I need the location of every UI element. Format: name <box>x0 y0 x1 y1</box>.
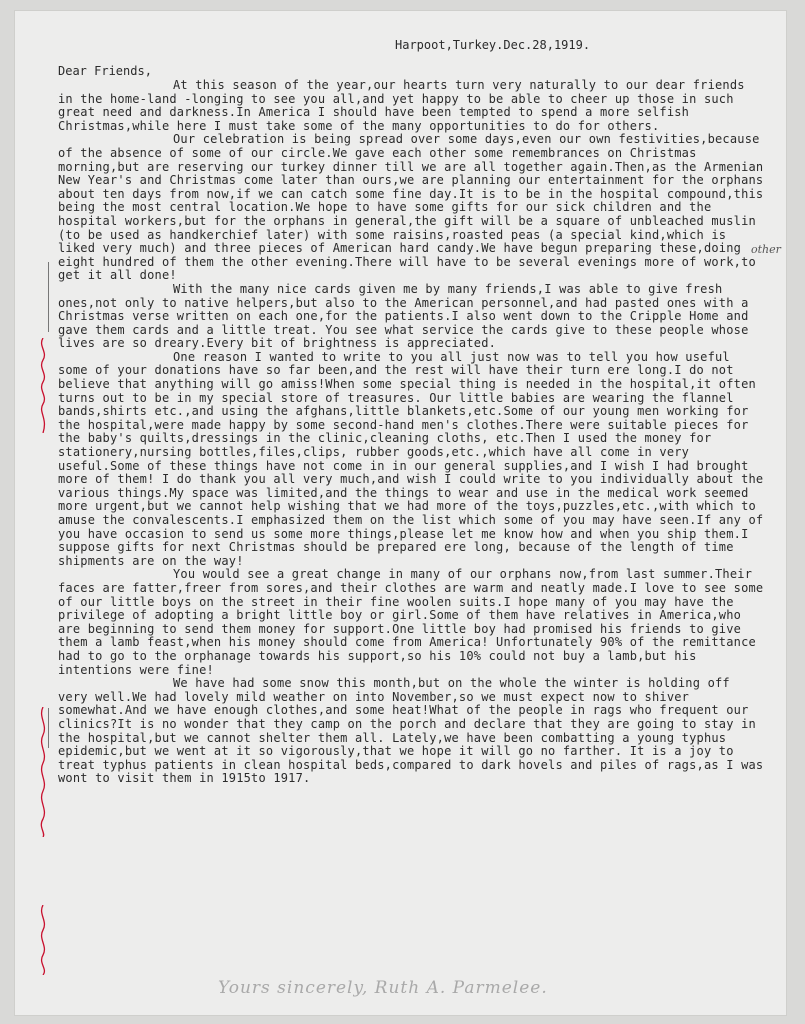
paragraph-6: We have had some snow this month,but on the whole the winter is holding off very well.We had lovely mild weather on into November,so we must expect now to shiver somewhat.And we have enough clothes,and some heat!What of the people in rags who frequent our clinics?It is no wonder that they camp on the porch and declare that they are going to stay in the hospital,but we cannot shelter them all. Lately,we have been combatting a young typhus epidemic,but we went at it so vigorously,that we hope it will go no farther. It is a joy to treat typhus patients in clean hospital beds,compared to dark hovels and piles of rags,as I was wont to visit them in 1915to 1917. <box>58 676 764 786</box>
letter-body <box>58 79 766 786</box>
handwritten-signoff: Yours sincerely, Ruth A. Parmelee. <box>218 978 548 998</box>
pencil-bracket-1 <box>48 262 59 332</box>
paragraph-2: Our celebration is being spread over some days,even our own festivities,because of the absence of some of our circle.We gave each other some remembrances on Christmas morning,but are reserving our turkey dinner till we are all together again.Then,as the Armenian New Year's and Christmas come later than ours,we are planning our entertainment for the orphans about ten days from now,if we can catch some fine day.It is to be in the hospital compound,this being the most central location.We hope to have some gifts for our sick children and the hospital workers,but for the orphans in general,the gift will be a square of unbleached muslin (to be used as handkerchief later) with some raisins,roasted peas (a special kind,which is liked very much) and three pieces of American hard candy.We have begun preparing these,doing eight hundred of them the other evening.There will have to be several evenings more of work,to get it all done! <box>58 132 764 283</box>
letter-salutation: Dear Friends, <box>58 64 152 78</box>
handwritten-margin-note: other <box>751 243 781 256</box>
red-margin-mark-3 <box>36 905 50 975</box>
pencil-bracket-2 <box>48 708 59 748</box>
paragraph-4: One reason I wanted to write to you all just now was to tell you how useful some of your donations have so far been,and the rest will have their turn ere long.I do not believe that anything will go amiss!When some special thing is needed in the hospital,it often turns out to be in my special store of treasures. Our little babies are wearing the flannel bands,shirts etc.,and using the afghans,little blankets,etc.Some of our young men working for the hospital,were made happy by some second-hand men's clothes.There were suitable pieces for the baby's quilts,dressings in the clinic,cleaning cloths, etc.Then I used the money for stationery,nursing bottles,files,clips, rubber goods,etc.,which have all come in very useful.Some of these things have not come in in our general supplies,and I wish I had brought more of them! I do thank you all very much,and wish I could write to you individually about the various things.My space was limited,and the things to wear and use in the medical work seemed more urgent,but we cannot help wishing that we had more of the toys,puzzles,etc.,with which to amuse the convalescents.I emphasized them on the list which some of you may have seen.If any of you have occasion to send us some more things,please let me know how and when you ship them.I suppose gifts for next Christmas should be prepared ere long, because of the length of time shipments are on the way! <box>58 349 764 568</box>
paragraph-1: At this season of the year,our hearts turn very naturally to our dear friends in the home-land -longing to see you all,and yet happy to be able to cheer up those in such great need and darkness.In America I should have been tempted to spend a more selfish Christmas,while here I must take some of the many opportunities to do for others. <box>58 78 745 133</box>
paragraph-5: You would see a great change in many of our orphans now,from last summer.Their faces are fatter,freer from sores,and their clothes are warm and neatly made.I love to see some of our little boys on the street in their fine woolen suits.I hope many of you may have the privilege of adopting a bright little boy or girl.Some of them have relatives in America,who are beginning to send them money for support.One little boy had promised his friends to give them a lamb feast,when his money should come from America! Unfortunately 90% of the remittance had to go to the orphanage towards his support,so his 10% could not buy a lamb,but his intentions were fine! <box>58 567 764 677</box>
paragraph-3: With the many nice cards given me by many friends,I was able to give fresh ones,not only to native helpers,but also to the American personnel,and had pasted ones with a Christmas verse written on each one,for the patients.I also went down to the Cripple Home and gave them cards and a little treat. You see what service the cards give to these people whose lives are so dreary.Every bit of brightness is appreciated. <box>58 281 749 351</box>
letter-dateline: Harpoot,Turkey.Dec.28,1919. <box>395 38 591 52</box>
red-margin-mark-1 <box>36 338 50 433</box>
